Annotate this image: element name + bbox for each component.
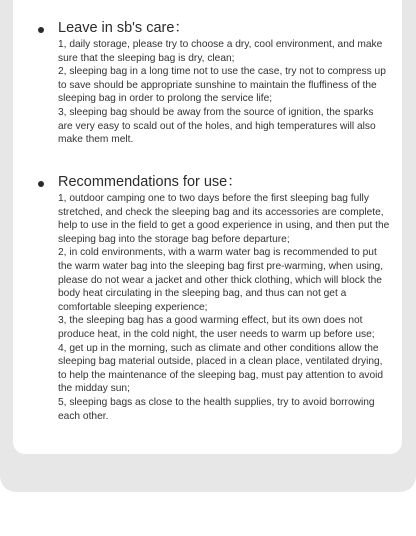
usage-item: 5, sleeping bags as close to the health supplies, try to avoid borrowing each other. — [58, 396, 375, 422]
bullet-dot-icon — [38, 181, 44, 187]
usage-heading: Recommendations for use： — [58, 174, 242, 190]
usage-item: 2, in cold environments, with a warm water bag is recommended to put the warm water bag into the sleeping bag first pre-warming, when using, please do not wear a jacket and other thick clothing, which will block the body heat circulating in the sleeping bag, and thus can not get a comfortable sleeping experience; — [58, 247, 384, 313]
content-card — [13, 0, 402, 454]
usage-item: 3, the sleeping bag has a good warming effect, but its own does not produce heat, in the cold night, the user needs to warm up before use; — [58, 315, 375, 340]
care-body — [58, 38, 390, 147]
care-item: 3, sleeping bag should be away from the source of ignition, the sparks are very easy to scald out of the holes, and high temperatures will also make them melt. — [58, 106, 376, 146]
usage-item: 1, outdoor camping one to two days before the first sleeping bag fully stretched, and check the sleeping bag and its accessories are complete, help to use in the field to get a good experience in using, and then put the sleeping bag into the storage bag before departure; — [58, 193, 390, 245]
care-item: 1, daily storage, please try to choose a dry, cool environment, and make sure that the sleeping bag is dry, clean; — [58, 39, 383, 64]
bullet-dot-icon — [38, 27, 44, 33]
care-heading: Leave in sb's care： — [58, 20, 189, 36]
care-item: 2, sleeping bag in a long time not to use the case, try not to compress up to save should be appropriate sunshine to maintain the fluffiness of the sleeping bag in order to prolong the service life; — [58, 66, 386, 105]
usage-body — [58, 192, 390, 423]
usage-item: 4, get up in the morning, such as climate and other conditions allow the sleeping bag material outside, placed in a clean place, ventilated drying, to help the maintenance of the sleeping bag, must pay attention to avoid the midday sun; — [58, 342, 384, 395]
